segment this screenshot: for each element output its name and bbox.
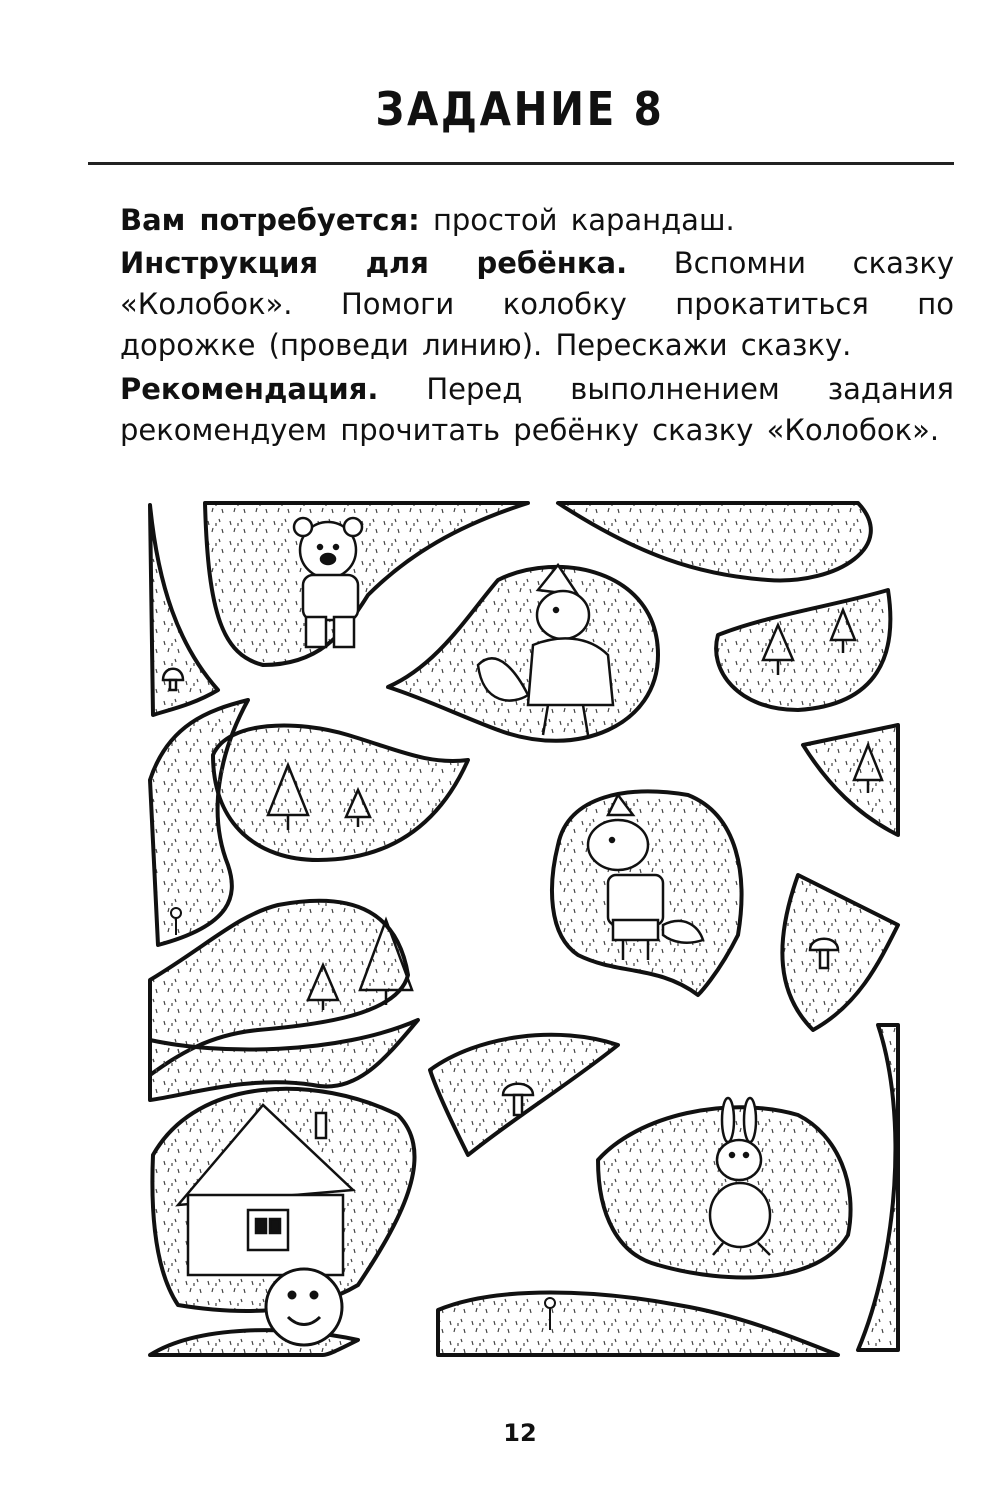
child-instruction-text: Вспомни сказку «Колобок». Помоги колобку прокатиться по дорожке (проведи линию). Перескажи сказку.: [120, 246, 955, 362]
maze-illustration: [138, 495, 913, 1367]
patch-right-trees: [716, 590, 890, 710]
recommendation-text: Перед выполнением задания рекомендуем прочитать ребёнку сказку «Колобок».: [120, 372, 954, 447]
materials-text: простой карандаш.: [432, 203, 735, 237]
patch-bottom-wave: [438, 1293, 838, 1356]
recommendation-paragraph: [120, 369, 954, 451]
kolobok-figure: [266, 1269, 342, 1345]
page-title: ЗАДАНИЕ 8: [375, 82, 665, 136]
materials-paragraph: [120, 200, 954, 241]
patch-right-triangle: [803, 725, 898, 835]
page-number: 12: [503, 1419, 537, 1447]
materials-label: Вам потребуется:: [120, 203, 420, 237]
recommendation-label: Рекомендация.: [120, 372, 379, 406]
patch-top-right: [558, 503, 871, 580]
trees-patch: [213, 725, 468, 860]
child-instruction-label: Инструкция для ребёнка.: [120, 246, 628, 280]
patch-right-lower: [858, 1025, 898, 1350]
title-divider: [88, 162, 954, 165]
child-instruction-paragraph: [120, 243, 954, 366]
fox-patch: [388, 567, 658, 741]
patch-mushroom: [782, 875, 898, 1030]
